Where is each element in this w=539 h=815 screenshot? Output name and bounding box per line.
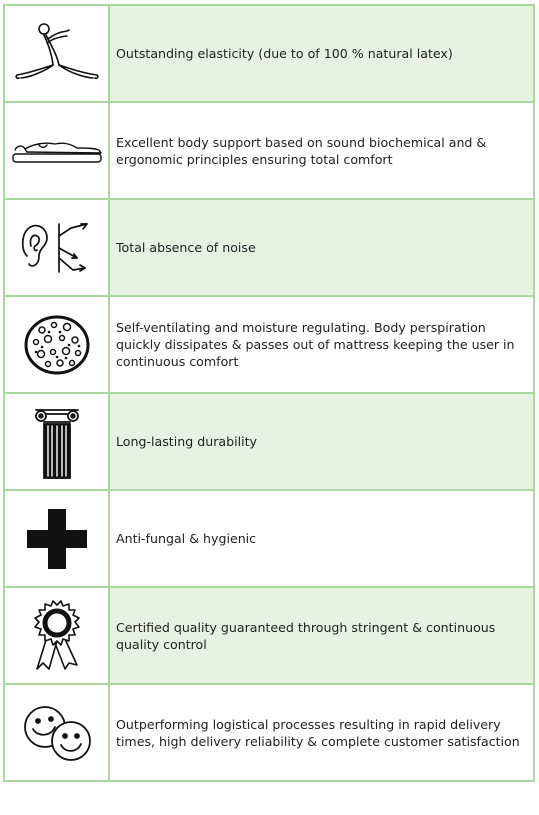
feature-icon-cell [4,5,109,102]
features-table [3,4,535,782]
latex-pores-icon [22,312,92,378]
feature-row-body-support [4,102,534,199]
ionic-column-icon [32,402,82,482]
feature-icon-cell [4,684,109,781]
feature-text: Long-lasting durability [109,393,534,490]
feature-text: Excellent body support based on sound biochemical and & ergonomic principles ensuring total comfort [109,102,534,199]
feature-row-noise [4,199,534,296]
ear-sound-absorption-icon [19,220,95,276]
feature-icon-cell [4,199,109,296]
feature-text: Self-ventilating and moisture regulating. Body perspiration quickly dissipates & passes out of mattress keeping the user in continuous comfort [109,296,534,393]
feature-row-logistics [4,684,534,781]
feature-text: Outstanding elasticity (due to of 100 % natural latex) [109,5,534,102]
smiley-faces-icon [21,703,93,763]
person-lying-on-mattress-icon [11,136,103,166]
feature-icon-cell [4,102,109,199]
feature-icon-cell [4,393,109,490]
stretching-person-icon [11,21,103,87]
quality-rosette-icon [25,599,89,673]
feature-text: Certified quality guaranteed through stringent & continuous quality control [109,587,534,684]
plus-cross-icon [26,508,88,570]
feature-text: Outperforming logistical processes resulting in rapid delivery times, high delivery reliability & complete customer satisfaction [109,684,534,781]
feature-text: Anti-fungal & hygienic [109,490,534,587]
feature-row-durability [4,393,534,490]
feature-text: Total absence of noise [109,199,534,296]
feature-row-elasticity [4,5,534,102]
feature-row-quality [4,587,534,684]
feature-icon-cell [4,490,109,587]
feature-row-ventilation [4,296,534,393]
feature-icon-cell [4,587,109,684]
feature-icon-cell [4,296,109,393]
feature-row-hygienic [4,490,534,587]
